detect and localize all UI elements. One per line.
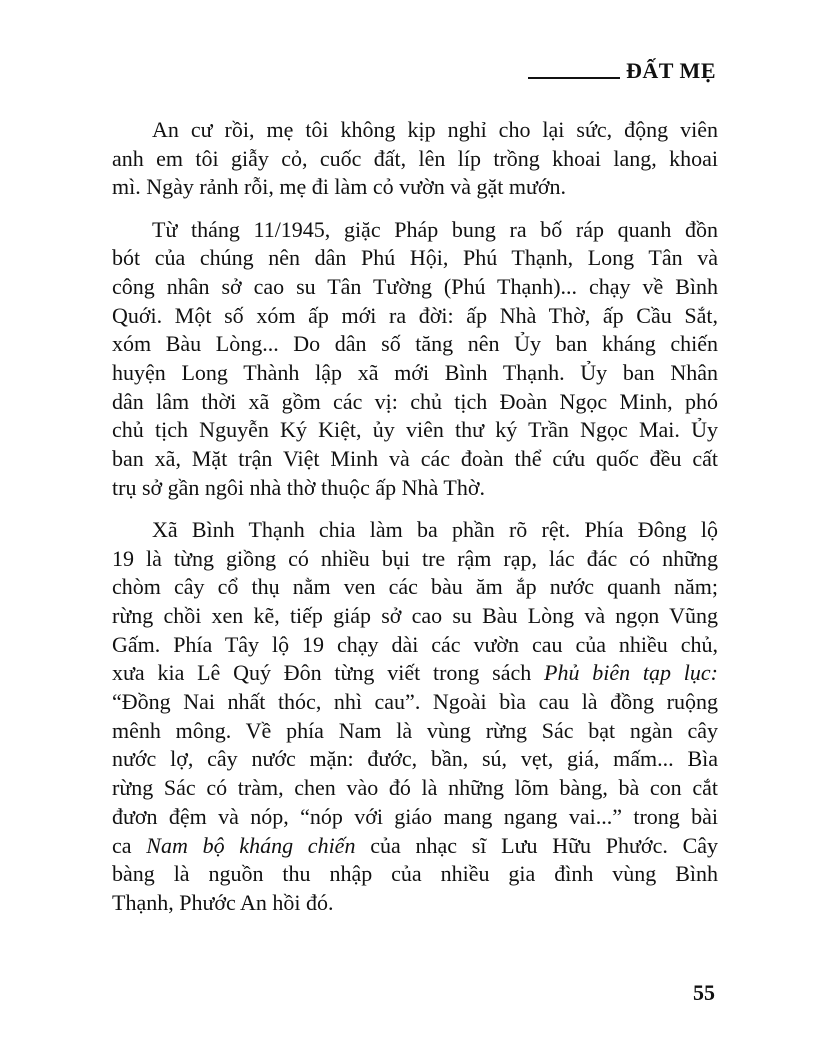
text-segment: anh em tôi giẫy cỏ, cuốc đất, lên líp trồng khoai lang, khoai [112,145,718,171]
chapter-title: ĐẤT MẸ [626,58,716,83]
text-segment: xóm Bàu Lòng... Do dân số tăng nên Ủy ban kháng chiến [112,331,718,357]
text-line [112,302,718,331]
text-line [112,388,718,417]
text-segment: huyện Long Thành lập xã mới Bình Thạnh. Ủy ban Nhân [112,360,718,385]
page-number: 55 [693,980,715,1005]
text-segment: “Đồng Nai nhất thóc, nhì cau”. Ngoài bìa cau là đồng ruộng [112,689,718,715]
paragraph [112,216,718,503]
text-segment: nước lợ, cây nước mặn: đước, bần, sú, vẹt, giá, mấm... Bìa [112,746,718,772]
text-line [112,145,718,174]
italic-title: Phủ biên tạp lục: [544,660,718,686]
text-line [112,832,718,861]
running-header [528,58,716,84]
text-segment: Từ tháng 11/1945, giặc Pháp bung ra bố ráp quanh đồn [152,216,718,242]
paragraph [112,516,718,918]
text-line [112,889,718,918]
text-line [112,688,718,717]
text-line [112,173,718,202]
text-line [112,860,718,889]
text-segment: trụ sở gần ngôi nhà thờ thuộc ấp Nhà Thờ. [112,474,485,500]
text-line [112,216,718,245]
text-segment: xưa kia Lê Quý Đôn từng viết trong sách [112,660,545,686]
text-line [112,474,718,503]
text-line [112,273,718,302]
text-segment: Xã Bình Thạnh chia làm ba phần rõ rệt. Phía Đông lộ [152,516,718,542]
text-line [112,545,718,574]
text-line [112,416,718,445]
italic-title: Nam bộ kháng chiến [146,832,356,858]
text-line [112,244,718,273]
text-line [112,774,718,803]
text-segment: Quới. Một số xóm ấp mới ra đời: ấp Nhà Thờ, ấp Cầu Sắt, [112,302,718,328]
text-segment: bàng là nguồn thu nhập của nhiều gia đình vùng Bình [112,861,718,887]
text-segment: rừng Sác có tràm, chen vào đó là những lõm bàng, bà con cắt [112,775,718,801]
text-line [112,745,718,774]
text-segment: bót của chúng nên dân Phú Hội, Phú Thạnh, Long Tân và [112,245,718,271]
text-segment: đươn đệm và nóp, “nóp với giáo mang ngang vai...” trong bài [112,803,718,829]
text-line [112,516,718,545]
body-text [112,116,718,931]
text-segment: công nhân sở cao su Tân Tường (Phú Thạnh)... chạy về Bình [112,273,718,299]
text-segment: dân lâm thời xã gồm các vị: chủ tịch Đoàn Ngọc Minh, phó [112,388,718,414]
text-segment: mênh mông. Về phía Nam là vùng rừng Sác bạt ngàn cây [112,717,718,743]
text-line [112,602,718,631]
text-line [112,116,718,145]
text-segment: chòm cây cổ thụ nằm ven các bàu ăm ắp nước quanh năm; [112,574,718,600]
text-line [112,631,718,660]
text-segment: rừng chồi xen kẽ, tiếp giáp sở cao su Bàu Lòng và ngọn Vũng [112,603,718,628]
text-line [112,803,718,832]
text-segment: của nhạc sĩ Lưu Hữu Phước. Cây [355,832,719,858]
text-line [112,717,718,746]
text-segment: An cư rồi, mẹ tôi không kịp nghỉ cho lại sức, động viên [152,117,718,142]
text-line [112,659,718,688]
text-segment: ca [112,832,147,858]
text-segment: 19 là từng giồng có nhiều bụi tre rậm rạp, lác đác có những [112,545,718,571]
text-segment: chủ tịch Nguyễn Ký Kiệt, ủy viên thư ký Trần Ngọc Mai. Ủy [112,417,718,443]
text-segment: mì. Ngày rảnh rỗi, mẹ đi làm cỏ vườn và gặt mướn. [112,174,567,200]
text-line [112,359,718,388]
paragraph [112,116,718,202]
text-line [112,330,718,359]
header-rule [528,77,620,79]
text-segment: ban xã, Mặt trận Việt Minh và các đoàn thể cứu quốc đều cất [112,446,718,472]
text-line [112,445,718,474]
text-segment: Gấm. Phía Tây lộ 19 chạy dài các vườn cau của nhiều chủ, [112,631,718,657]
text-segment: Thạnh, Phước An hồi đó. [112,889,334,915]
text-line [112,573,718,602]
